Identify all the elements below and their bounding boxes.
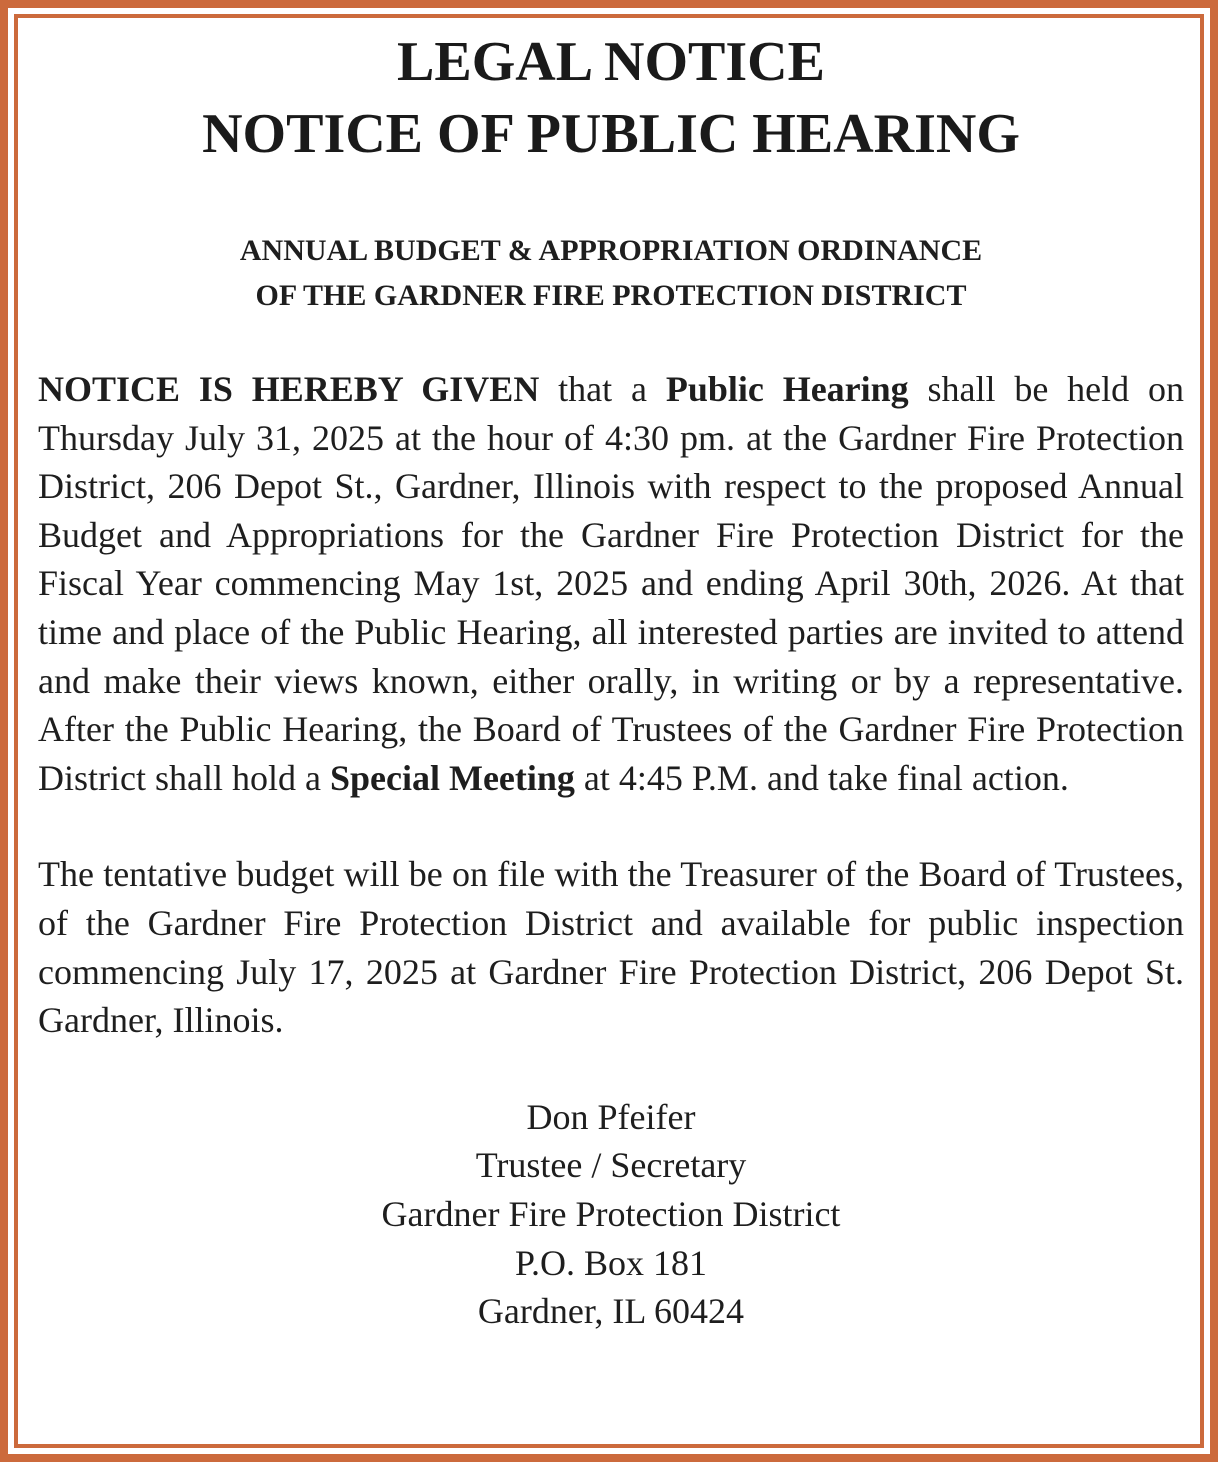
spacer (38, 170, 1184, 228)
spacer (38, 318, 1184, 365)
hearing-paragraph (38, 365, 1184, 802)
signer-city: Gardner, IL 60424 (477, 1291, 745, 1332)
budget-file-paragraph: The tentative budget will be on file with the Treasurer of the Board of Trustees, of the Gardner Fire Protection District and available for public inspection commencing July 17, 2025 at Gardner Fire Protection District, 206 Depot St. Gardner, Illinois. (38, 854, 1184, 1041)
special-meeting-bold: Special Meeting (329, 757, 575, 798)
notice-content (38, 26, 1184, 1336)
public-hearing-bold: Public Hearing (665, 369, 909, 409)
signer-po-box: P.O. Box 181 (514, 1242, 708, 1283)
paragraph-text: shall be held on Thursday July 31, 2025 at the hour of 4:30 pm. at the Gardner Fire Protection District, 206 Depot St., Gardner, Illinois with respect to the proposed Annual Budget and Appropriations for the Gardner Fire Protection District for the Fiscal Year commencing May 1st, 2025 and ending April 30th, 2026. At that time and place of the Public Hearing, all interested parties are invited to attend and make their views known, either orally, in writing or by a representative. After the Public Hearing, the Board of Trustees of the Gardner Fire Protection District shall hold a (38, 369, 1185, 798)
signer-name: Don Pfeifer (526, 1096, 696, 1137)
subtitle-line-2: OF THE GARDNER FIRE PROTECTION DISTRICT (255, 279, 967, 312)
spacer (38, 1045, 1184, 1093)
signature-block (38, 1093, 1184, 1336)
title-line-2: NOTICE OF PUBLIC HEARING (202, 103, 1020, 165)
title-line-1: LEGAL NOTICE (397, 31, 825, 93)
signer-organization: Gardner Fire Protection District (381, 1193, 841, 1234)
signer-role: Trustee / Secretary (475, 1145, 747, 1186)
paragraph-text: that a (539, 369, 666, 409)
subtitle-line-1: ANNUAL BUDGET & APPROPRIATION ORDINANCE (239, 234, 983, 267)
paragraph-text: at 4:45 P.M. and take final action. (574, 757, 1069, 798)
lead-bold-text: NOTICE IS HEREBY GIVEN (38, 369, 540, 409)
spacer (38, 802, 1184, 850)
